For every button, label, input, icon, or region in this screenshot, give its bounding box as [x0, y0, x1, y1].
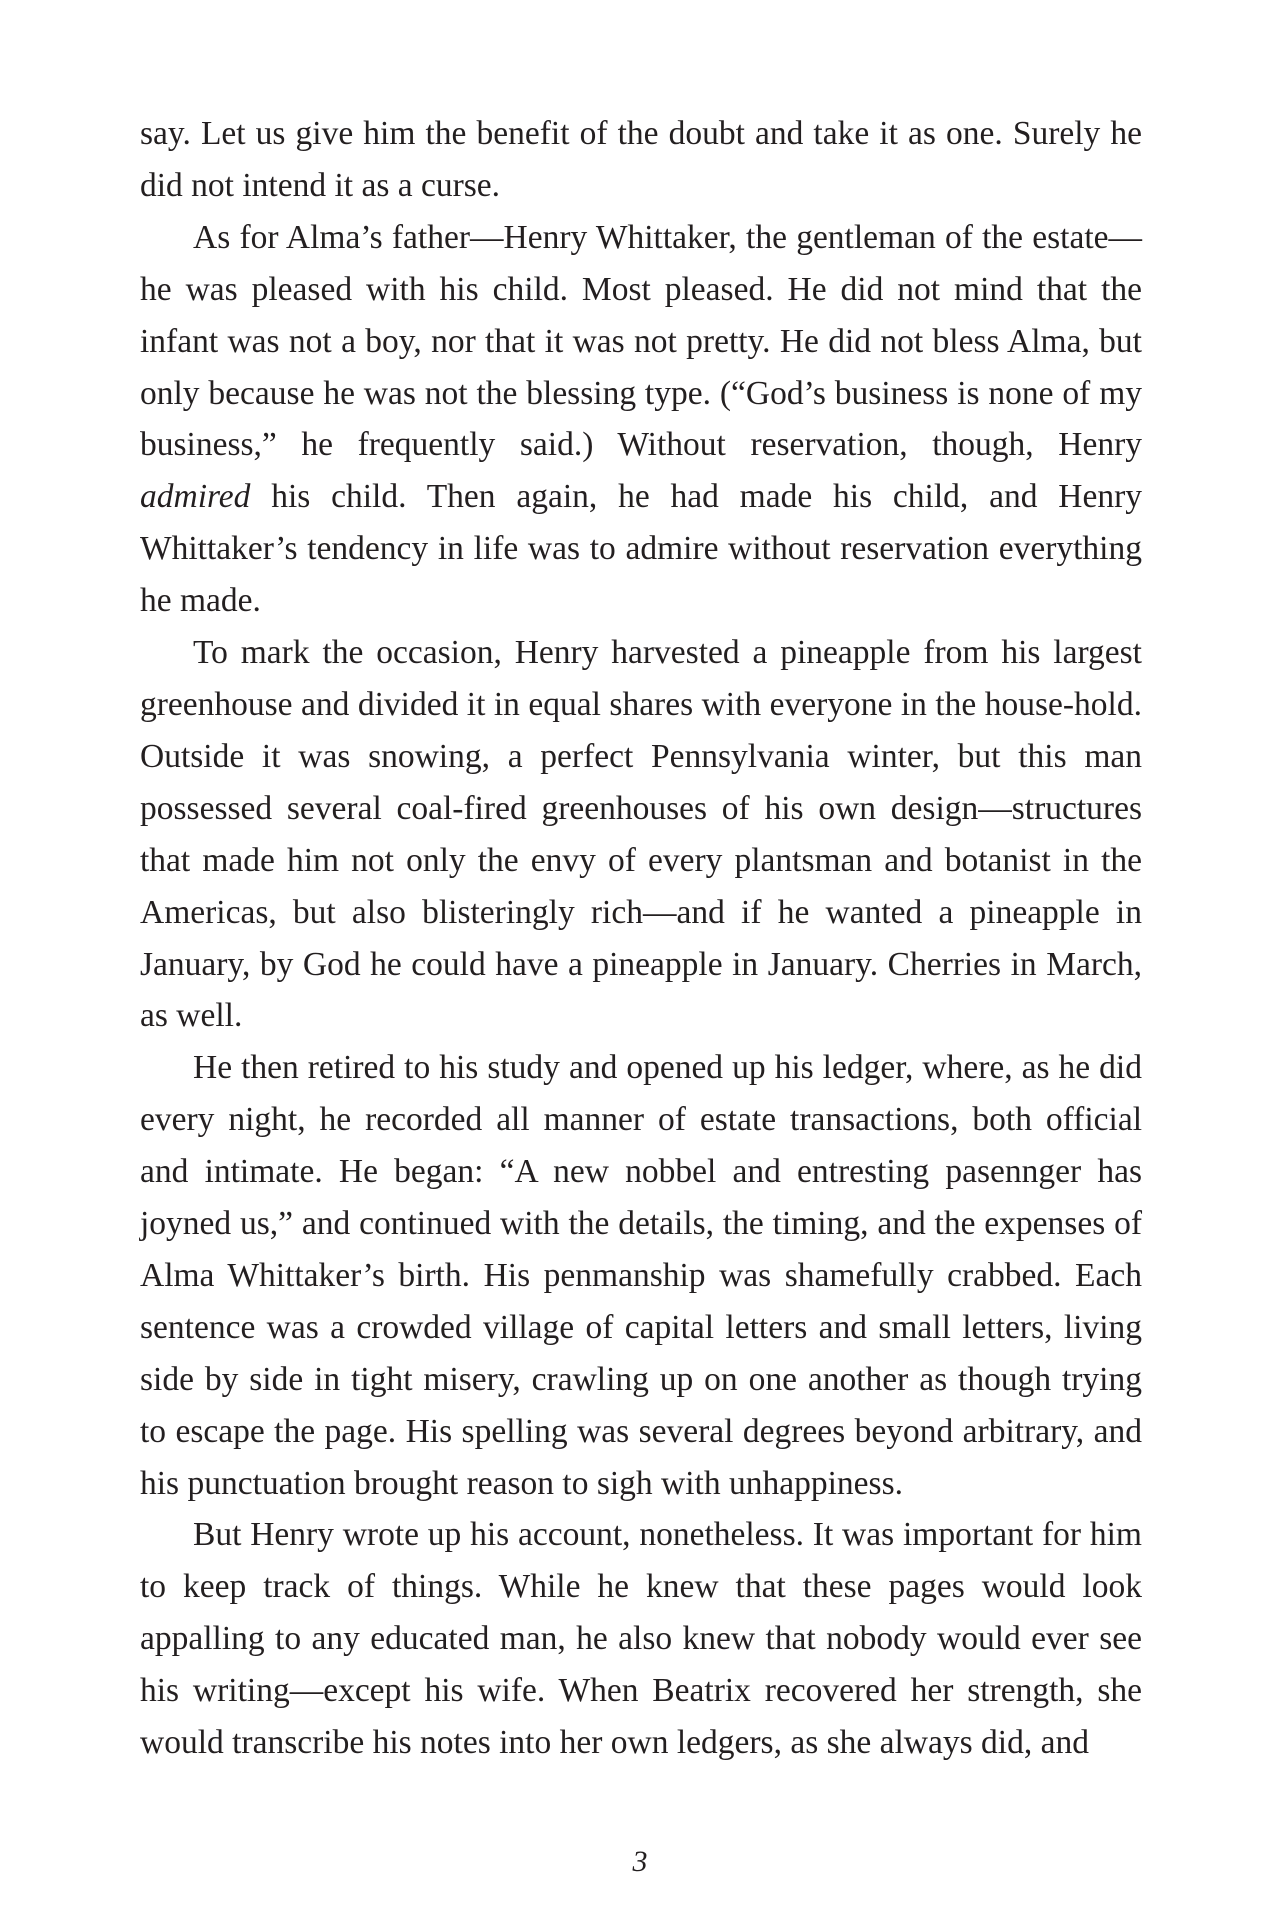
paragraph-text: his child. Then again, he had made his child, and Henry Whittaker’s tendency in life was to admire without reservation everything he made. [140, 478, 1142, 620]
paragraph-text: But Henry wrote up his account, nonetheless. It was important for him to keep track of things. While he knew that these pages would look appalling to any educated man, he also knew that nobody would ever see his writing—except his wife. When Beatrix recovered her strength, she would transcribe his notes into her own ledgers, as she always did, and [140, 1516, 1142, 1762]
paragraph-continued [140, 108, 1142, 212]
emphasized-word: admired [140, 478, 251, 516]
paragraph-ledger [140, 1042, 1142, 1509]
paragraph-text: He then retired to his study and opened up his ledger, where, as he did every night, he recorded all manner of estate transactions, both official and intimate. He began: “A new nobbel and entresting pasennger has joyned us,” and continued with the details, the timing, and the expenses of Alma Whittaker’s birth. His penmanship was shamefully crabbed. Each sentence was a crowded village of capital letters and small letters, living side by side in tight misery, crawling up on one another as though trying to escape the page. His spelling was several degrees beyond arbitrary, and his punctuation brought reason to sigh with unhappiness. [140, 1049, 1142, 1502]
paragraph-almas-father [140, 212, 1142, 627]
paragraph-pineapple [140, 627, 1142, 1042]
paragraph-account [140, 1509, 1142, 1769]
body-text [140, 108, 1142, 1769]
page-number: 3 [632, 1845, 648, 1878]
paragraph-text: say. Let us give him the benefit of the doubt and take it as one. Surely he did not intend it as a curse. [140, 115, 1142, 204]
paragraph-text: To mark the occasion, Henry harvested a pineapple from his largest greenhouse and divided it in equal shares with everyone in the house-hold. Outside it was snowing, a perfect Pennsylvania winter, but this man possessed several coal-fired greenhouses of his own design—structures that made him not only the envy of every plantsman and botanist in the Americas, but also blisteringly rich—and if he wanted a pineapple in January, by God he could have a pineapple in January. Cherries in March, as well. [140, 634, 1142, 1035]
paragraph-text: As for Alma’s father—Henry Whittaker, the gentleman of the estate—he was pleased with his child. Most pleased. He did not mind that the infant was not a boy, nor that it was not pretty. He did not bless Alma, but only because he was not the blessing type. (“God’s business is none of my business,” he frequently said.) Without reservation, though, Henry [140, 218, 1142, 464]
